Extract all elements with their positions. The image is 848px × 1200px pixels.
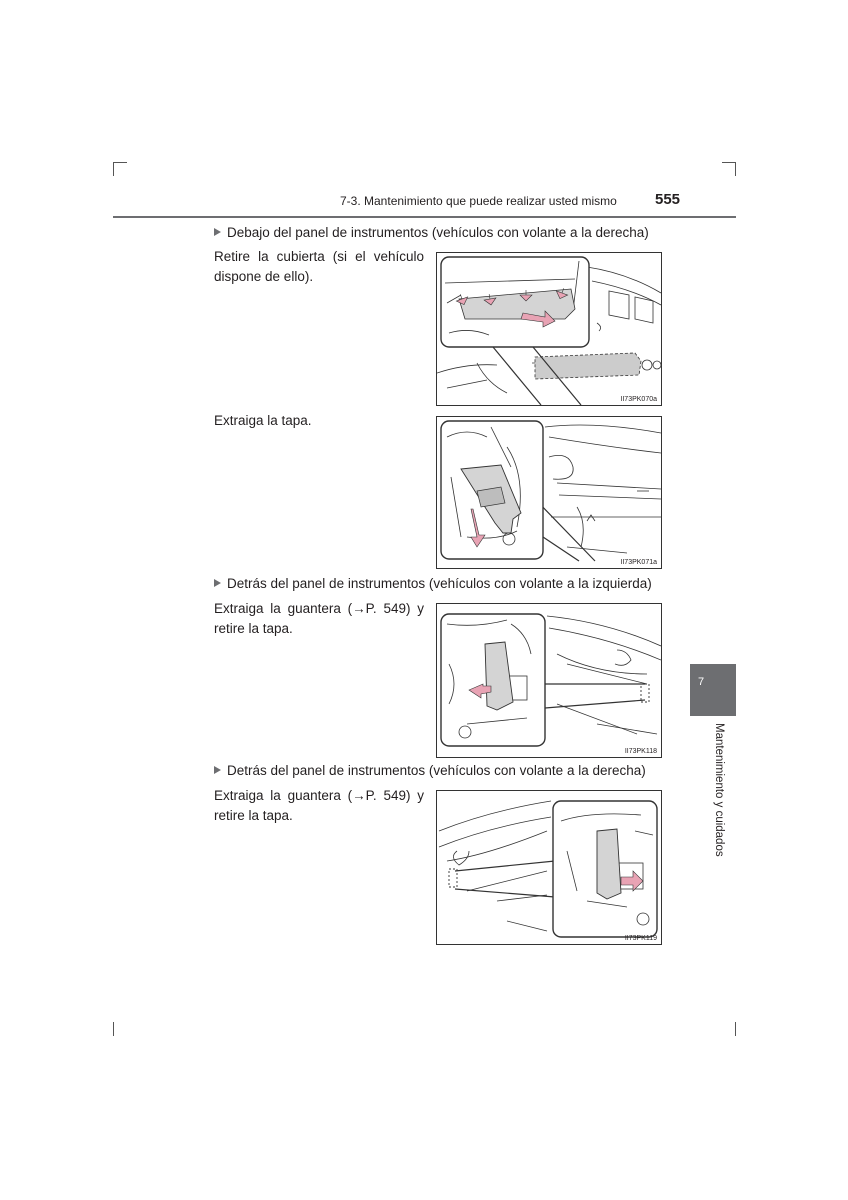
section-heading: Debajo del panel de instrumentos (vehículos con volante a la derecha) <box>214 225 649 240</box>
crop-mark <box>113 162 114 176</box>
figure-lid-removal <box>436 416 662 569</box>
chapter-tab <box>690 664 736 716</box>
lid-removal-illustration <box>437 417 662 569</box>
figure-cover-removal <box>436 252 662 406</box>
crop-mark <box>113 1022 114 1036</box>
figure-glovebox-left <box>436 603 662 758</box>
figure-glovebox-right <box>436 790 662 945</box>
step-text: Retire la cubierta (si el vehículo dispone de ello). <box>214 249 424 284</box>
crop-mark <box>735 162 736 176</box>
section-heading: Detrás del panel de instrumentos (vehículos con volante a la izquierda) <box>214 576 652 591</box>
step-text: Extraiga la guantera (→P. 549) y retire la tapa. <box>214 601 424 636</box>
dashboard-cover-illustration <box>437 253 662 406</box>
section-title: 7-3. Mantenimiento que puede realizar usted mismo <box>340 194 617 208</box>
step-text: Extraiga la tapa. <box>214 413 312 428</box>
crop-mark <box>735 1022 736 1036</box>
crop-mark <box>113 162 127 163</box>
triangle-bullet-icon <box>214 766 221 774</box>
triangle-bullet-icon <box>214 579 221 587</box>
chapter-title: Mantenimiento y cuidados <box>713 723 725 857</box>
triangle-bullet-icon <box>214 228 221 236</box>
crop-mark <box>722 162 736 163</box>
step-text: Extraiga la guantera (→P. 549) y retire la tapa. <box>214 788 424 823</box>
page-number: 555 <box>655 191 681 208</box>
header-rule <box>113 216 736 218</box>
glovebox-left-illustration <box>437 604 662 758</box>
chapter-number: 7 <box>698 676 705 688</box>
figure-code: II73PK070a <box>620 396 657 403</box>
figure-code: II73PK118 <box>624 748 657 755</box>
figure-code: II73PK119 <box>624 935 657 942</box>
glovebox-right-illustration <box>437 791 662 945</box>
section-heading: Detrás del panel de instrumentos (vehículos con volante a la derecha) <box>214 763 646 778</box>
figure-code: II73PK071a <box>620 559 657 566</box>
